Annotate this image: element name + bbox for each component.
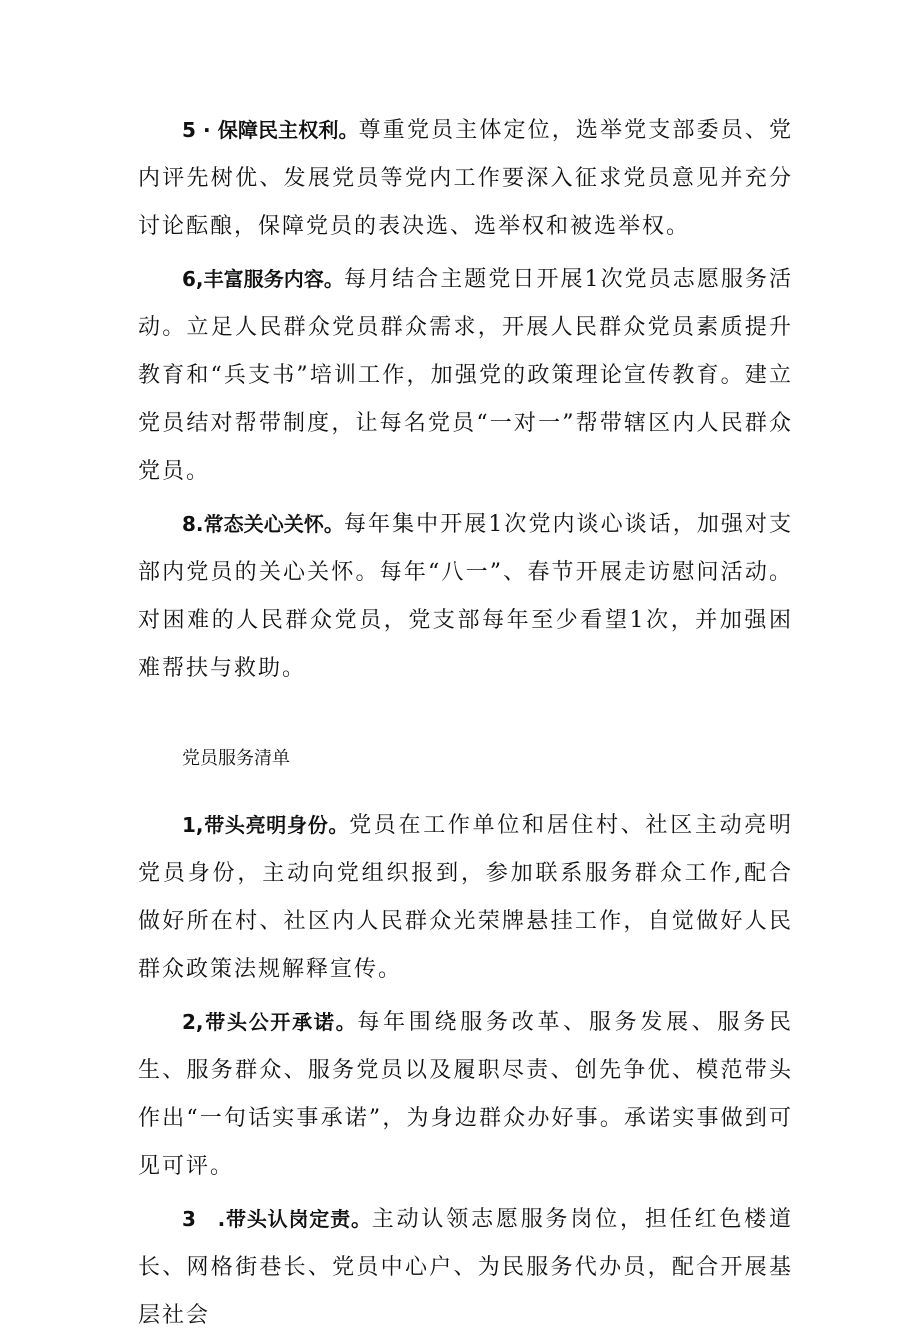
paragraph-lead: 3 .带头认岗定责。	[182, 1207, 372, 1231]
paragraph-claim-post	[138, 1195, 793, 1340]
paragraph-show-identity	[138, 801, 793, 994]
paragraph-body: 每年集中开展1次党内谈心谈话，加强对支部内党员的关心关怀。每年“八一”、春节开展走访慰问活动。对困难的人民群众党员，党支部每年至少看望1次，并加强困难帮扶与救助。	[138, 512, 794, 681]
section-title: 党员服务清单	[182, 748, 290, 769]
paragraph-body: 每月结合主题党日开展1次党员志愿服务活动。立足人民群众党员群众需求，开展人民群众党员素质提升教育和“兵支书”培训工作，加强党的政策理论宣传教育。建立党员结对帮带制度，让每名党员“一对一”帮带辖区内人民群众党员。	[138, 267, 794, 484]
paragraph-lead: 6,丰富服务内容。	[182, 267, 344, 291]
paragraph-body: 每年围绕服务改革、服务发展、服务民生、服务群众、服务党员以及履职尽责、创先争优、模范带头作出“一句话实事承诺”，为身边群众办好事。承诺实事做到可见可评。	[138, 1010, 793, 1179]
paragraph-regular-care	[138, 500, 793, 693]
paragraph-protect-democratic-rights	[138, 106, 793, 251]
paragraph-enrich-service-content	[138, 255, 793, 496]
paragraph-body: 主动认领志愿服务岗位，担任红色楼道长、网格街巷长、党员中心户、为民服务代办员，配合开展基层社会	[138, 1207, 793, 1328]
paragraph-lead: 5 · 保障民主权利。	[182, 118, 359, 142]
paragraph-lead: 2,带头公开承诺。	[182, 1010, 358, 1034]
paragraph-public-commitment	[138, 998, 793, 1191]
paragraph-lead: 1,带头亮明身份。	[182, 813, 350, 837]
paragraph-body: 党员在工作单位和居住村、社区主动亮明党员身份，主动向党组织报到，参加联系服务群众工作,配合做好所在村、社区内人民群众光荣牌悬挂工作，自觉做好人民群众政策法规解释宣传。	[138, 813, 793, 982]
paragraph-lead: 8.常态关心关怀。	[182, 512, 344, 536]
paragraph-body: 尊重党员主体定位，选举党支部委员、党内评先树优、发展党员等党内工作要深入征求党员意见并充分讨论酝酿，保障党员的表决选、选举权和被选举权。	[138, 118, 793, 239]
document-page	[138, 106, 793, 1344]
